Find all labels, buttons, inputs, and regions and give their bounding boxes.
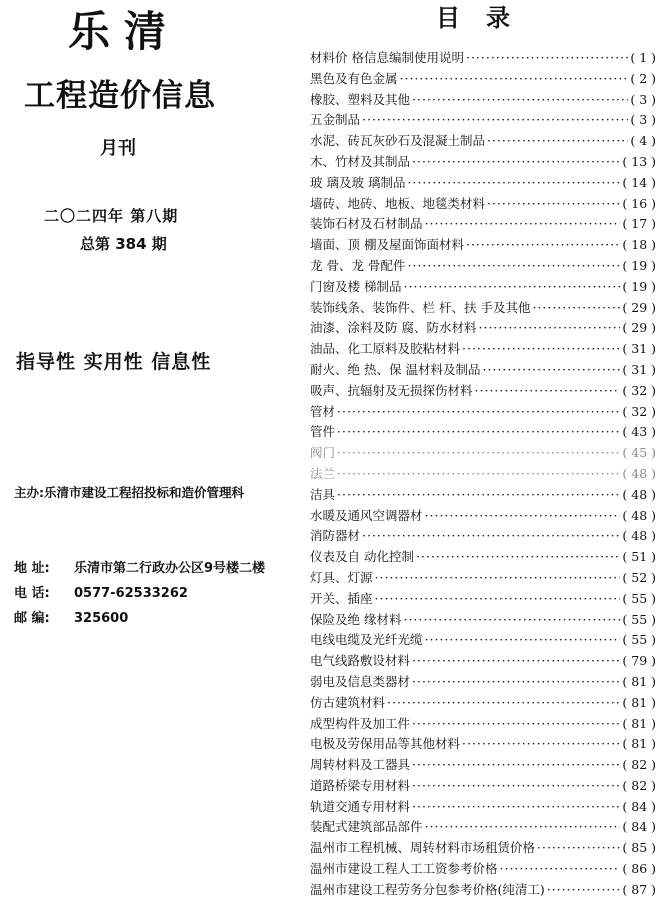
toc-entry-page: ( 32 ): [622, 382, 656, 398]
toc-entry-page: ( 1 ): [630, 50, 656, 65]
toc-entry-page: ( 4 ): [630, 133, 656, 149]
toc-entry-page: ( 32 ): [622, 403, 656, 419]
toc-entry-page: ( 87 ): [622, 881, 656, 897]
toc-entry-title: 材料价 格信息编制使用说明: [310, 50, 464, 65]
toc-entry[interactable]: [310, 381, 656, 402]
toc-leader-dots: [462, 734, 620, 755]
toc-leader-dots: [412, 651, 620, 672]
toc-entry-title: 木、竹材及其制品: [310, 153, 411, 169]
toc-entry-title: 五金制品: [310, 112, 361, 128]
toc-entry[interactable]: [310, 838, 656, 859]
toc-entry[interactable]: [310, 547, 656, 568]
toc-entry[interactable]: [310, 610, 656, 631]
toc-entry-title: 仪表及自 动化控制: [310, 549, 414, 565]
toc-leader-dots: [412, 90, 628, 111]
toc-leader-dots: [403, 610, 620, 631]
toc-leader-dots: [487, 194, 620, 215]
toc-entry[interactable]: [310, 235, 656, 256]
toc-entry-title: 黑色及有色金属: [310, 70, 398, 86]
toc-entry-title: 电极及劳保用品等其他材料: [310, 736, 461, 752]
toc-entry-page: ( 45 ): [622, 445, 656, 461]
toc-leader-dots: [412, 672, 620, 693]
toc-leader-dots: [375, 589, 621, 610]
toc-entry-title: 周转材料及工器具: [310, 757, 411, 773]
toc-leader-dots: [412, 755, 620, 776]
toc-entry-title: 水泥、砖瓦灰砂石及混凝土制品: [310, 133, 486, 149]
toc-entry-page: ( 85 ): [622, 840, 656, 856]
toc-entry-page: ( 48 ): [622, 486, 656, 502]
total-issue-label: 总第 384 期: [80, 235, 167, 253]
toc-entry[interactable]: [310, 443, 656, 464]
toc-entry-title: 仿古建筑材料: [310, 694, 386, 710]
toc-entry-title: 管件: [310, 424, 336, 440]
toc-leader-dots: [532, 298, 620, 319]
toc-entry[interactable]: [310, 360, 656, 381]
toc-entry-title: 保险及绝 缘材料: [310, 611, 402, 627]
toc-entry-page: ( 48 ): [622, 507, 656, 523]
toc-leader-dots: [407, 256, 620, 277]
host-organization: 主办:乐清市建设工程招投标和造价管理科: [14, 485, 244, 500]
postcode-label: 邮 编:: [14, 611, 50, 626]
toc-entry[interactable]: [310, 755, 656, 776]
toc-title: 目录: [436, 4, 536, 32]
toc-entry-page: ( 17 ): [622, 216, 656, 232]
toc-entry[interactable]: [310, 526, 656, 547]
toc-entry-title: 道路桥梁专用材料: [310, 777, 411, 793]
toc-entry-title: 门窗及楼 梯制品: [310, 278, 402, 294]
frequency-label: 月刊: [100, 138, 136, 159]
toc-entry-title: 玻 璃及玻 璃制品: [310, 174, 406, 190]
toc-entry-page: ( 48 ): [622, 465, 656, 481]
toc-leader-dots: [400, 69, 629, 90]
motto: 指导性 实用性 信息性: [16, 351, 212, 373]
city-name: 乐清: [68, 7, 181, 56]
phone-row: [14, 582, 188, 601]
toc-leader-dots: [403, 277, 620, 298]
toc-leader-dots: [337, 485, 620, 506]
toc-entry-title: 水暖及通风空调器材: [310, 507, 423, 523]
toc-entry[interactable]: [310, 318, 656, 339]
address-label: 地 址:: [14, 561, 50, 576]
toc-leader-dots: [412, 714, 620, 735]
toc-entry[interactable]: [310, 568, 656, 589]
toc-entry[interactable]: [310, 734, 656, 755]
toc-entry-page: ( 3 ): [630, 91, 656, 107]
address-value: 乐清市第二行政办公区9号楼二楼: [74, 561, 266, 576]
toc-entry-title: 阀门: [310, 445, 336, 461]
toc-leader-dots: [462, 339, 620, 360]
toc-entry-page: ( 82 ): [622, 757, 656, 773]
toc-entry[interactable]: [310, 776, 656, 797]
toc-entry-title: 电线电缆及光纤光缆: [310, 632, 423, 648]
toc-entry[interactable]: [310, 630, 656, 651]
issue-label: 二〇二四年 第八期: [44, 207, 179, 225]
publication-title: 工程造价信息: [24, 78, 216, 114]
toc-entry[interactable]: [310, 859, 656, 880]
toc-entry-title: 弱电及信息类器材: [310, 673, 411, 689]
toc-entry-page: ( 43 ): [622, 424, 656, 440]
toc-entry[interactable]: [310, 402, 656, 423]
toc-entry[interactable]: [310, 69, 656, 90]
toc-entry-title: 灯具、灯源: [310, 569, 373, 585]
toc-entry[interactable]: [310, 589, 656, 610]
toc-leader-dots: [482, 360, 620, 381]
toc-entry-title: 墙面、顶 棚及屋面饰面材料: [310, 237, 464, 253]
toc-entry-title: 装饰线条、装饰件、栏 杆、扶 手及其他: [310, 299, 531, 315]
toc-entry-title: 装饰石材及石材制品: [310, 216, 423, 232]
toc-entry-page: ( 81 ): [622, 715, 656, 731]
toc-entry-title: 电气线路敷设材料: [310, 653, 411, 669]
phone-value: 0577-62533262: [74, 586, 188, 601]
toc-entry-page: ( 2 ): [630, 70, 656, 86]
toc-leader-dots: [425, 817, 621, 838]
toc-entry[interactable]: [310, 506, 656, 527]
toc-entry[interactable]: [310, 880, 656, 901]
toc-entry-page: ( 82 ): [622, 777, 656, 793]
toc-entry-page: ( 84 ): [622, 819, 656, 835]
toc-entry-page: ( 84 ): [622, 798, 656, 814]
toc-entry-page: ( 16 ): [622, 195, 656, 211]
toc-entry[interactable]: [310, 194, 656, 215]
toc-entry-title: 洁具: [310, 486, 336, 502]
toc-entry-page: ( 18 ): [622, 237, 656, 253]
toc-entry-page: ( 29 ): [622, 320, 656, 336]
toc-entry-page: ( 86 ): [622, 861, 656, 877]
toc-entry[interactable]: [310, 422, 656, 443]
toc-entry-title: 法兰: [310, 465, 336, 481]
toc-leader-dots: [466, 48, 628, 69]
toc-leader-dots: [412, 797, 620, 818]
phone-label: 电 话:: [14, 586, 50, 601]
toc-leader-dots: [466, 235, 620, 256]
toc-entry[interactable]: [310, 464, 656, 485]
toc-entry-title: 温州市建设工程劳务分包参考价格(纯清工): [310, 881, 545, 897]
toc-leader-dots: [337, 464, 620, 485]
toc-entry-title: 油品、化工原料及胶粘材料: [310, 341, 461, 357]
toc-entry-page: ( 14 ): [622, 174, 656, 190]
toc-entry[interactable]: [310, 173, 656, 194]
toc-entry-page: ( 19 ): [622, 278, 656, 294]
toc-entry-page: ( 81 ): [622, 694, 656, 710]
toc-entry-title: 开关、插座: [310, 590, 373, 606]
toc-leader-dots: [337, 443, 620, 464]
toc-entry-page: ( 31 ): [622, 341, 656, 357]
toc-entry[interactable]: [310, 651, 656, 672]
toc-leader-dots: [500, 859, 621, 880]
toc-entry[interactable]: [310, 298, 656, 319]
toc-entry-page: ( 81 ): [622, 673, 656, 689]
toc-leader-dots: [362, 110, 628, 131]
toc-leader-dots: [478, 318, 620, 339]
toc-leader-dots: [547, 880, 621, 901]
toc-entry-title: 油漆、涂料及防 腐、防水材料: [310, 320, 477, 336]
toc-entry-title: 装配式建筑部品部件: [310, 819, 423, 835]
toc-entry[interactable]: [310, 797, 656, 818]
toc-leader-dots: [337, 422, 620, 443]
toc-entry-title: 消防器材: [310, 528, 361, 544]
toc-entry[interactable]: [310, 152, 656, 173]
toc-leader-dots: [375, 568, 621, 589]
toc-entry-page: ( 19 ): [622, 257, 656, 273]
toc-entry-page: ( 13 ): [622, 153, 656, 169]
toc-entry[interactable]: [310, 48, 656, 69]
toc-leader-dots: [425, 214, 621, 235]
toc-entry-page: ( 79 ): [622, 653, 656, 669]
toc-entry[interactable]: [310, 485, 656, 506]
toc-entry-page: ( 3 ): [630, 112, 656, 128]
toc-entry-title: 耐火、绝 热、保 温材料及制品: [310, 361, 481, 377]
postcode-row: [14, 607, 128, 626]
toc-leader-dots: [425, 630, 621, 651]
toc-entry[interactable]: [310, 817, 656, 838]
toc-entry-title: 墙砖、地砖、地板、地毯类材料: [310, 195, 486, 211]
toc-entry-title: 吸声、抗辐射及无损探伤材料: [310, 382, 473, 398]
toc-entry-page: ( 81 ): [622, 736, 656, 752]
toc-entry-page: ( 48 ): [622, 528, 656, 544]
toc-leader-dots: [387, 693, 620, 714]
toc-entry-title: 成型构件及加工件: [310, 715, 411, 731]
toc-leader-dots: [362, 526, 620, 547]
toc-entry-title: 温州市建设工程人工工资参考价格: [310, 861, 498, 877]
toc-entry-title: 管材: [310, 403, 336, 419]
toc-entry[interactable]: [310, 277, 656, 298]
postcode-value: 325600: [74, 611, 129, 626]
toc-entry-title: 龙 骨、龙 骨配件: [310, 257, 406, 273]
toc-entry[interactable]: [310, 131, 656, 152]
toc-leader-dots: [487, 131, 628, 152]
toc-entry-page: ( 51 ): [622, 549, 656, 565]
toc-entry-title: 橡胶、塑料及其他: [310, 91, 411, 107]
toc-entry[interactable]: [310, 214, 656, 235]
toc-entry-title: 轨道交通专用材料: [310, 798, 411, 814]
toc-entry-title: 温州市工程机械、周转材料市场租赁价格: [310, 840, 536, 856]
toc-entry[interactable]: [310, 339, 656, 360]
toc-leader-dots: [475, 381, 621, 402]
toc-leader-dots: [407, 173, 620, 194]
address-row: [14, 557, 265, 576]
toc-entry-page: ( 55 ): [622, 590, 656, 606]
cover-panel: [0, 0, 300, 904]
table-of-contents: [310, 48, 656, 901]
toc-leader-dots: [425, 506, 621, 527]
toc-entry[interactable]: [310, 256, 656, 277]
toc-leader-dots: [412, 152, 620, 173]
toc-leader-dots: [537, 838, 620, 859]
toc-leader-dots: [337, 402, 620, 423]
toc-entry[interactable]: [310, 90, 656, 111]
toc-entry[interactable]: [310, 714, 656, 735]
toc-entry-page: ( 55 ): [622, 611, 656, 627]
toc-entry[interactable]: [310, 672, 656, 693]
toc-leader-dots: [412, 776, 620, 797]
toc-entry-page: ( 55 ): [622, 632, 656, 648]
toc-leader-dots: [416, 547, 620, 568]
toc-entry-page: ( 31 ): [622, 361, 656, 377]
toc-entry-page: ( 52 ): [622, 569, 656, 585]
toc-entry-page: ( 29 ): [622, 299, 656, 315]
toc-entry[interactable]: [310, 693, 656, 714]
toc-entry[interactable]: [310, 110, 656, 131]
